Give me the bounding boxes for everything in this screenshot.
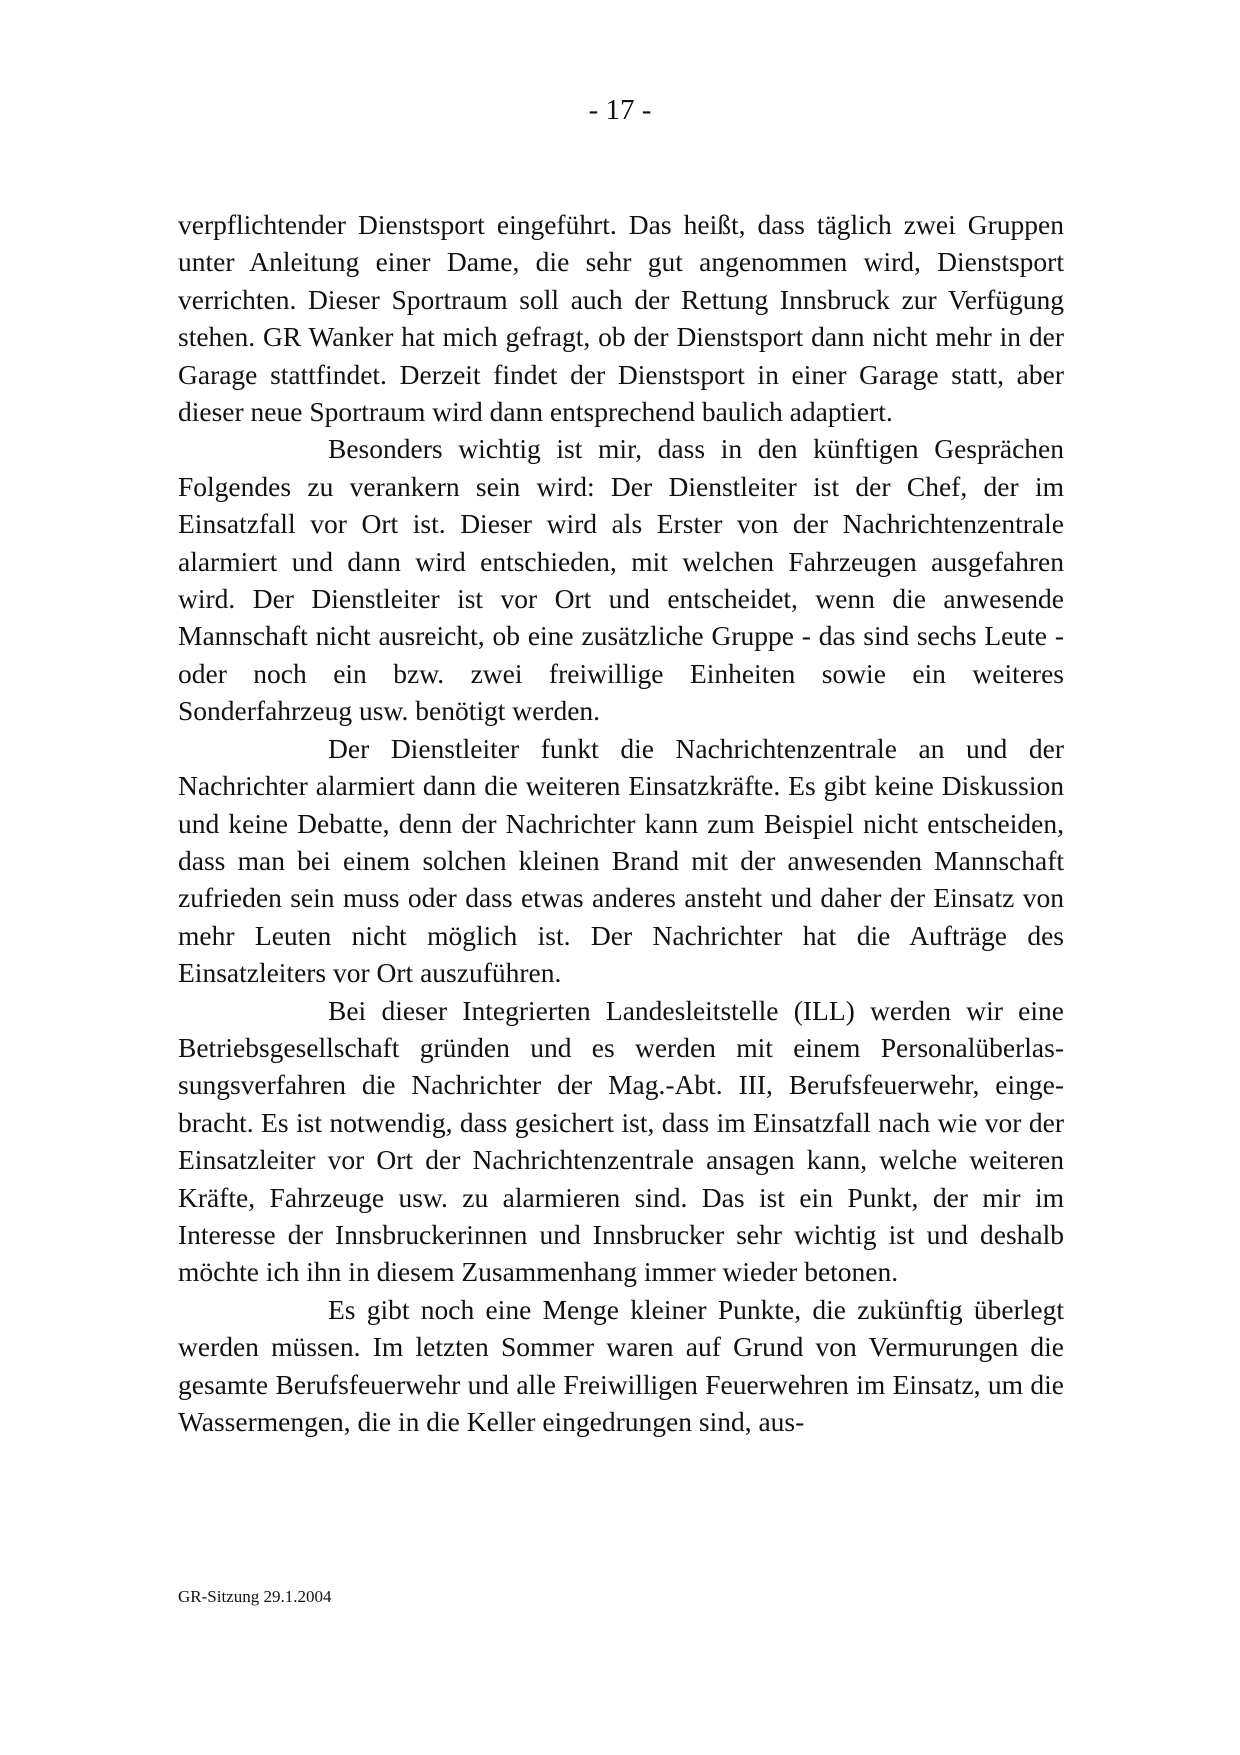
page-number: - 17 -	[588, 94, 652, 126]
paragraph-4: Bei dieser Integrierten Landesleitstelle (ILL) werden wir eine Betriebsgesellschaft gründen und es werden mit einem Personalüberlassungsverfahren die Nachrichter der Mag.-Abt. III, Berufsfeuerwehr, eingebracht. Es ist notwendig, dass gesichert ist, dass im Einsatzfall nach wie vor der Einsatzleiter vor Ort der Nachrichtenzentrale ansagen kann, welche weiteren Kräfte, Fahrzeuge usw. zu alarmieren sind. Das ist ein Punkt, der mir im Interesse der Innsbruckerinnen und Innsbrucker sehr wichtig ist und deshalb möchte ich ihn in diesem Zusammenhang immer wieder betonen.	[178, 994, 1064, 1288]
document-body	[178, 206, 1064, 1440]
footer-session-date: GR-Sitzung 29.1.2004	[178, 1587, 332, 1606]
paragraph-1: verpflichtender Dienstsport eingeführt. Das heißt, dass täglich zwei Gruppen unter Anleitung einer Dame, die sehr gut angenommen wird, Dienstsport verrichten. Dieser Sportraum soll auch der Rettung Innsbruck zur Verfügung stehen. GR Wanker hat mich gefragt, ob der Dienstsport dann nicht mehr in der Garage stattfindet. Derzeit findet der Dienstsport in einer Garage statt, aber dieser neue Sportraum wird dann entsprechend baulich adaptiert.	[178, 209, 1064, 428]
paragraph-2: Besonders wichtig ist mir, dass in den künftigen Gesprächen Folgendes zu verankern sein wird: Der Dienstleiter ist der Chef, der im Einsatzfall vor Ort ist. Dieser wird als Erster von der Nachrichtenzentrale alarmiert und dann wird entschieden, mit welchen Fahrzeugen ausgefahren wird. Der Dienstleiter ist vor Ort und entscheidet, wenn die anwesende Mannschaft nicht ausreicht, ob eine zusätzliche Gruppe - das sind sechs Leute - oder noch ein bzw. zwei freiwillige Einheiten sowie ein weiteres Sonderfahrzeug usw. benötigt werden.	[178, 433, 1064, 727]
paragraph-5: Es gibt noch eine Menge kleiner Punkte, die zukünftig überlegt werden müssen. Im letzten Sommer waren auf Grund von Vermurungen die gesamte Berufsfeuerwehr und alle Freiwilligen Feuerwehren im Einsatz, um die Wassermengen, die in die Keller eingedrungen sind, aus-	[178, 1293, 1064, 1437]
paragraph-3: Der Dienstleiter funkt die Nachrichtenzentrale an und der Nachrichter alarmiert dann die weiteren Einsatzkräfte. Es gibt keine Diskussion und keine Debatte, denn der Nachrichter kann zum Beispiel nicht entscheiden, dass man bei einem solchen kleinen Brand mit der anwesenden Mannschaft zufrieden sein muss oder dass etwas anderes ansteht und daher der Einsatz von mehr Leuten nicht möglich ist. Der Nachrichter hat die Aufträge des Einsatzleiters vor Ort auszuführen.	[178, 732, 1064, 989]
